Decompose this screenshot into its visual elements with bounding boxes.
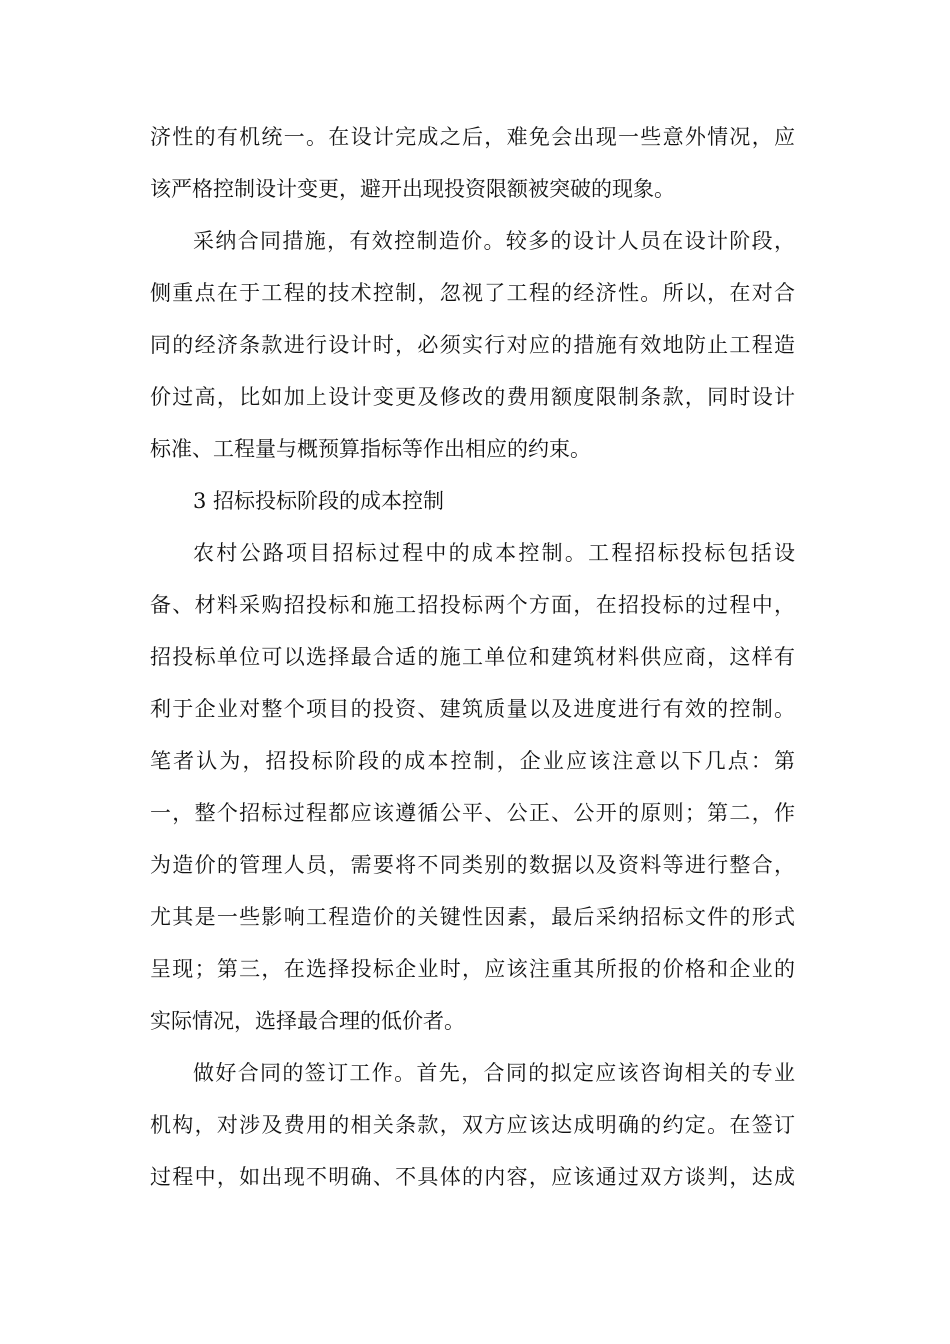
paragraph-line: 笔者认为，招投标阶段的成本控制，企业应该注意以下几点：第	[150, 749, 795, 773]
paragraph-line: 机构，对涉及费用的相关条款，双方应该达成明确的约定。在签订	[150, 1113, 795, 1137]
paragraph-line: 同的经济条款进行设计时，必须实行对应的措施有效地防止工程造	[150, 333, 795, 357]
paragraph-line: 尤其是一些影响工程造价的关键性因素，最后采纳招标文件的形式	[150, 905, 795, 929]
paragraph-line: 侧重点在于工程的技术控制，忽视了工程的经济性。所以，在对合	[150, 281, 795, 305]
paragraph-line: 济性的有机统一。在设计完成之后，难免会出现一些意外情况，应	[150, 125, 795, 149]
paragraph-line: 呈现；第三，在选择投标企业时，应该注重其所报的价格和企业的	[150, 957, 795, 981]
paragraph-line: 过程中，如出现不明确、不具体的内容，应该通过双方谈判，达成	[150, 1165, 795, 1189]
paragraph-line: 实际情况，选择最合理的低价者。	[150, 1009, 465, 1033]
paragraph-line: 农村公路项目招标过程中的成本控制。工程招标投标包括设	[193, 541, 795, 565]
paragraph-line: 采纳合同措施，有效控制造价。较多的设计人员在设计阶段，	[193, 229, 795, 253]
paragraph-line: 为造价的管理人员，需要将不同类别的数据以及资料等进行整合，	[150, 853, 795, 877]
section-heading: 3 招标投标阶段的成本控制	[193, 489, 445, 513]
paragraph-line: 招投标单位可以选择最合适的施工单位和建筑材料供应商，这样有	[150, 645, 795, 669]
paragraph-line: 备、材料采购招投标和施工招投标两个方面，在招投标的过程中，	[150, 593, 795, 617]
paragraph-line: 做好合同的签订工作。首先，合同的拟定应该咨询相关的专业	[193, 1061, 795, 1085]
paragraph-line: 价过高，比如加上设计变更及修改的费用额度限制条款，同时设计	[150, 385, 795, 409]
paragraph-line: 该严格控制设计变更，避开出现投资限额被突破的现象。	[150, 177, 675, 201]
paragraph-line: 利于企业对整个项目的投资、建筑质量以及进度进行有效的控制。	[150, 697, 795, 721]
paragraph-line: 标准、工程量与概预算指标等作出相应的约束。	[150, 437, 591, 461]
paragraph-line: 一，整个招标过程都应该遵循公平、公正、公开的原则；第二，作	[150, 801, 795, 825]
